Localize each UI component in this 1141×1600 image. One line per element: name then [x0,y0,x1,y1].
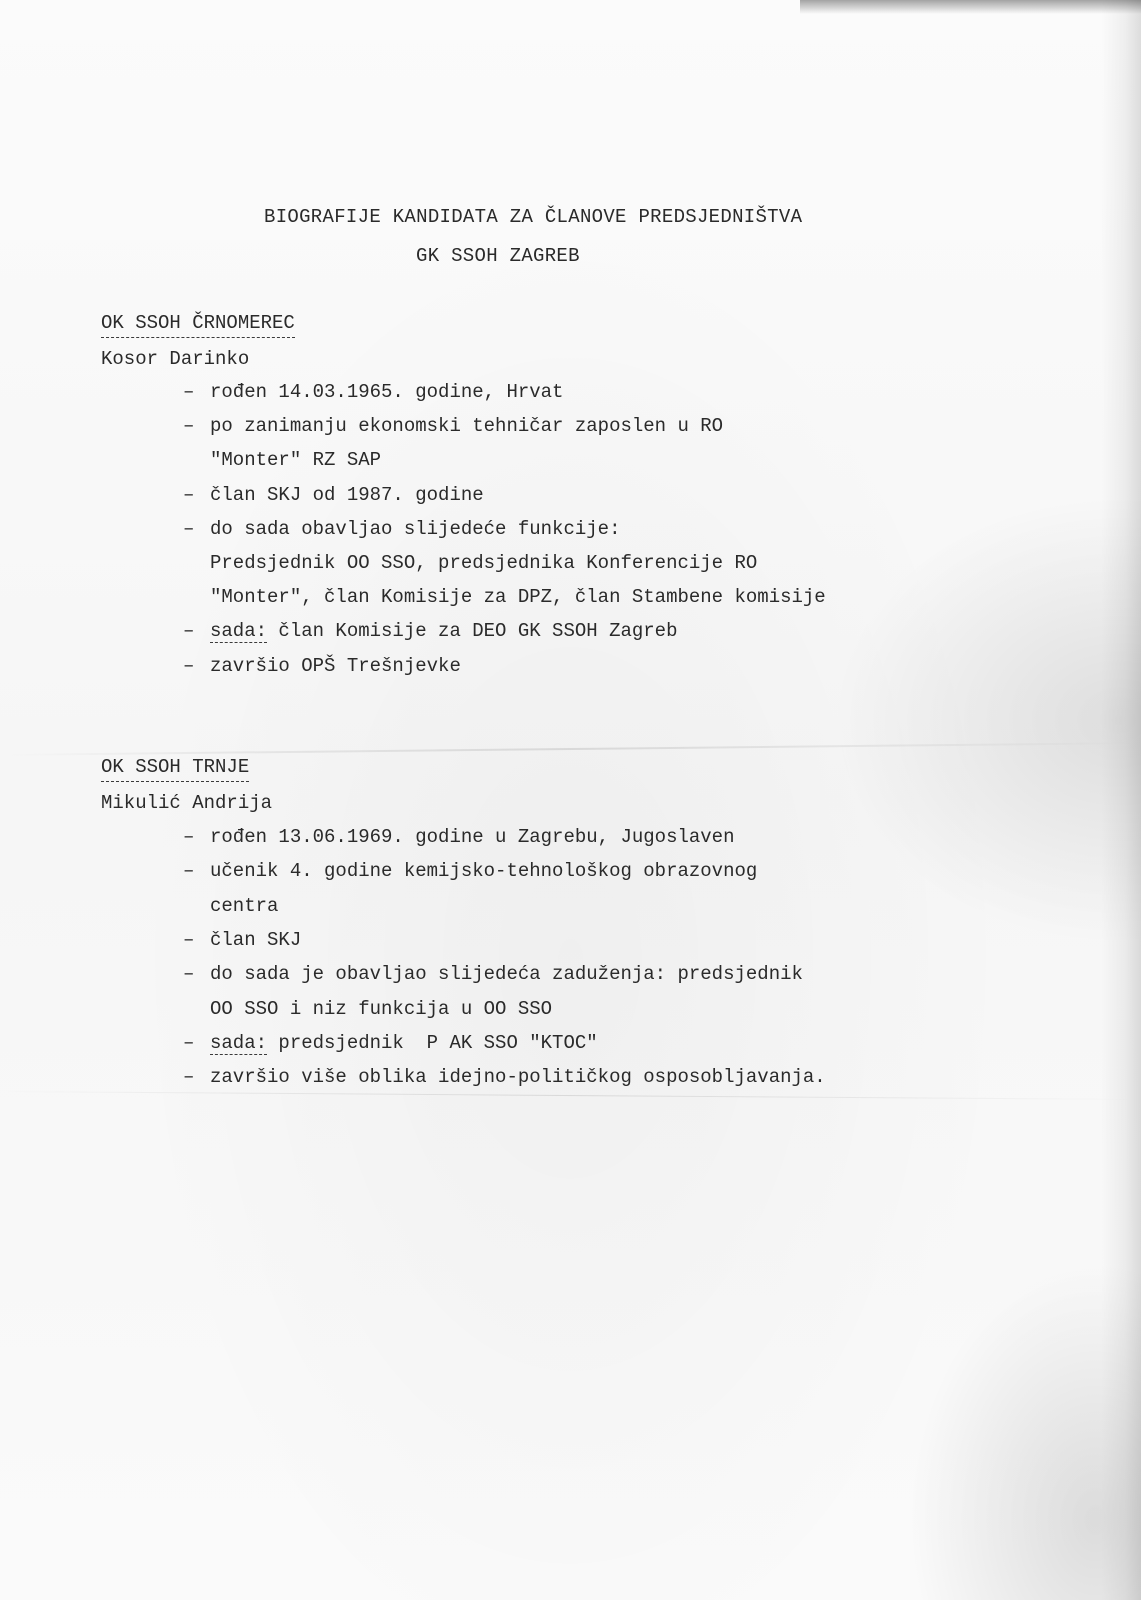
bio-item-continuation: "Monter" RZ SAP [210,449,382,471]
sada-label: sada: [210,620,268,642]
bio-item-continuation: Predsjednik OO SSO, predsjednika Konferencije RO [210,552,758,574]
paper-fold-crease [0,742,1141,756]
bio-item-continuation: "Monter", član Komisije za DPZ, član Stambene komisije [210,586,826,608]
candidate-name: Kosor Darinko [101,348,250,370]
bio-item: – do sada je obavljao slijedeća zaduženja: predsjednik [183,963,803,985]
section-heading: OK SSOH ČRNOMEREC [101,312,295,338]
bio-item: – po zanimanju ekonomski tehničar zaposlen u RO [183,415,724,437]
bio-item: – član SKJ [183,929,302,951]
bio-item: – završio OPŠ Trešnjevke [183,655,461,677]
bio-item: – rođen 14.03.1965. godine, Hrvat [183,381,564,403]
paper-edge-shadow [800,0,1141,14]
bio-item-continuation: centra [210,895,279,917]
bio-item: – učenik 4. godine kemijsko-tehnološkog obrazovnog [183,860,758,882]
sada-label: sada: [210,1032,268,1054]
bio-item: – sada: član Komisije za DEO GK SSOH Zagreb [183,620,678,642]
bio-item: – završio više oblika idejno-političkog osposobljavanja. [183,1066,826,1088]
candidate-name: Mikulić Andrija [101,792,273,814]
paper-right-edge [1101,0,1141,1600]
bio-item: – član SKJ od 1987. godine [183,484,484,506]
bio-item: – rođen 13.06.1969. godine u Zagrebu, Jugoslaven [183,826,735,848]
bio-item-continuation: OO SSO i niz funkcija u OO SSO [210,998,553,1020]
paper-fold-crease [0,1091,1141,1100]
document-title: BIOGRAFIJE KANDIDATA ZA ČLANOVE PREDSJEDNIŠTVA [264,206,803,228]
bio-item: – sada: predsjednik P AK SSO "KTOC" [183,1032,598,1054]
section-heading: OK SSOH TRNJE [101,756,249,782]
bio-item: – do sada obavljao slijedeće funkcije: [183,518,621,540]
document-subtitle: GK SSOH ZAGREB [416,245,580,267]
